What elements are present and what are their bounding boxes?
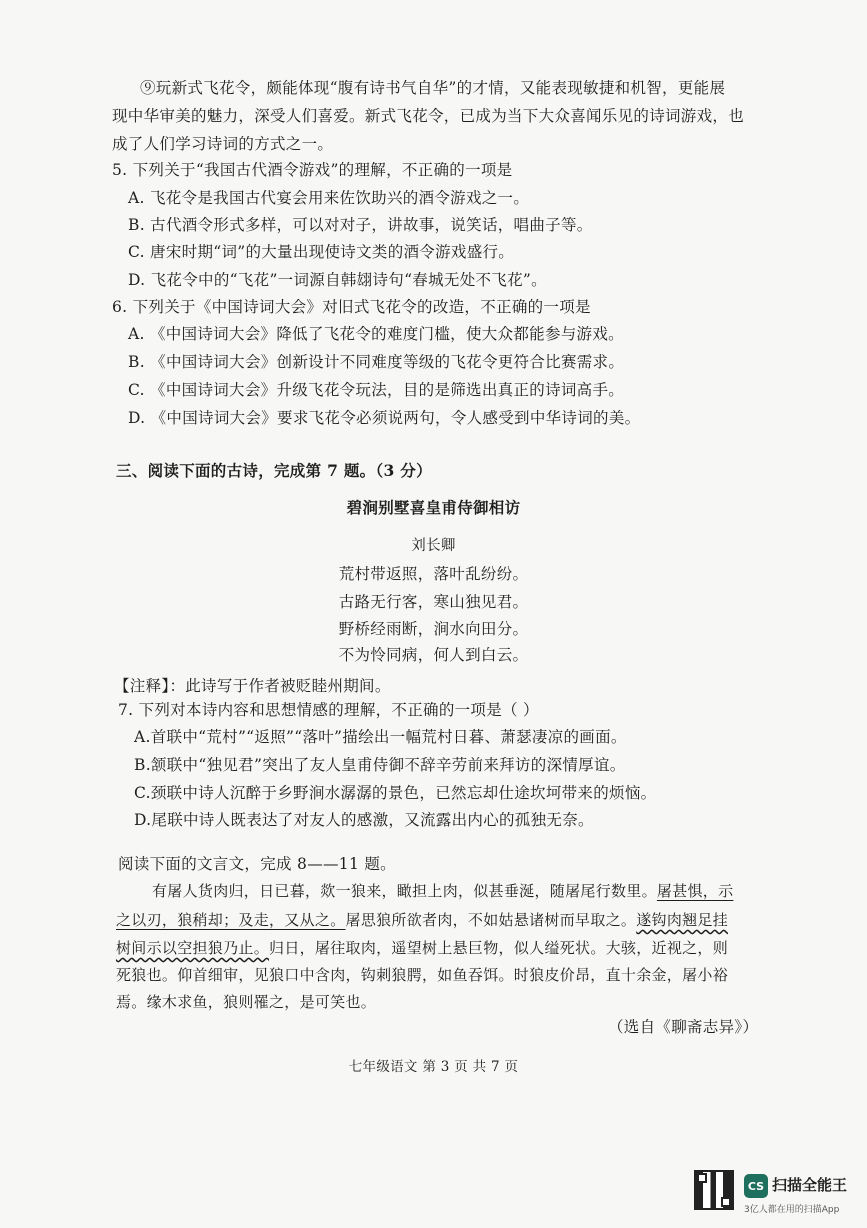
classical-source: （选自《聊斋志异》） xyxy=(608,1018,759,1036)
qr-code-icon xyxy=(694,1170,734,1210)
q5-stem: 5. 下列关于“我国古代酒令游戏”的理解，不正确的一项是 xyxy=(112,161,513,179)
q6-option-a: A. 《中国诗词大会》降低了飞花令的难度门槛，使大众都能参与游戏。 xyxy=(128,325,624,343)
classical-line-1 xyxy=(152,881,733,901)
poem-line-1: 荒村带返照，落叶乱纷纷。 xyxy=(338,565,529,583)
intro-line-2: 现中华审美的魅力，深受人们喜爱。新式飞花令，已成为当下大众喜闻乐见的诗词游戏，也 xyxy=(112,107,745,125)
section3-heading: 三、阅读下面的古诗，完成第 7 题。（3 分） xyxy=(116,461,432,480)
poem-note: 【注释】：此诗写于作者被贬睦州期间。 xyxy=(114,677,391,695)
q6-stem: 6. 下列关于《中国诗词大会》对旧式飞花令的改造，不正确的一项是 xyxy=(112,298,591,316)
page-footer: 七年级语文 第 3 页 共 7 页 xyxy=(348,1059,519,1075)
wavy-underlined-phrase: 遂钩肉翘足挂 xyxy=(636,911,729,929)
poem-line-4: 不为怜同病，何人到白云。 xyxy=(338,646,529,664)
q5-option-b: B. 古代酒令形式多样，可以对对子，讲故事，说笑话，唱曲子等。 xyxy=(128,216,593,234)
q6-option-b: B. 《中国诗词大会》创新设计不同难度等级的飞花令更符合比赛需求。 xyxy=(128,353,625,371)
wavy-underlined-phrase: 树间示以空担狼乃止。 xyxy=(116,939,270,957)
q6-option-d: D. 《中国诗词大会》要求飞花令必须说两句，令人感受到中华诗词的美。 xyxy=(128,409,641,427)
poem-line-3: 野桥经雨断，涧水向田分。 xyxy=(338,620,529,638)
poem-line-2: 古路无行客，寒山独见君。 xyxy=(338,593,529,611)
q5-option-c: C. 唐宋时期“词”的大量出现使诗文类的酒令游戏盛行。 xyxy=(128,243,515,261)
q7-option-d: D.尾联中诗人既表达了对友人的感激，又流露出内心的孤独无奈。 xyxy=(134,811,594,829)
classical-text: 有屠人货肉归，日已暮，欻一狼来，瞰担上肉，似甚垂涎，随屠尾行数里。 xyxy=(152,882,657,900)
camscanner-title: 扫描全能王 xyxy=(772,1176,848,1194)
q7-stem: 7. 下列对本诗内容和思想情感的理解，不正确的一项是（ ） xyxy=(118,701,539,719)
q5-option-a: A. 飞花令是我国古代宴会用来佐饮助兴的酒令游戏之一。 xyxy=(128,189,530,207)
intro-line-1: ⑨玩新式飞花令，颇能体现“腹有诗书气自华”的才情，又能表现敏捷和机智，更能展 xyxy=(140,79,726,97)
classical-text: 屠思狼所欲者肉，不如姑悬诸树而早取之。 xyxy=(345,911,637,929)
classical-line-4: 死狼也。仰首细审，见狼口中含肉，钩刺狼腭，如鱼吞饵。时狼皮价昂，直十余金，屠小裕 xyxy=(116,966,729,984)
intro-line-3: 成了人们学习诗词的方式之一。 xyxy=(112,135,334,153)
q5-option-d: D. 飞花令中的“飞花”一词源自韩翃诗句“春城无处不飞花”。 xyxy=(128,271,547,289)
poem-author: 刘长卿 xyxy=(411,538,456,554)
q7-option-b: B.颔联中“独见君”突出了友人皇甫侍御不辞辛劳前来拜访的深情厚谊。 xyxy=(134,756,626,774)
classical-line-5: 焉。缘木求鱼，狼则罹之，是可笑也。 xyxy=(116,993,377,1011)
poem-title: 碧涧别墅喜皇甫侍御相访 xyxy=(346,498,521,517)
underlined-phrase: 之以刃，狼稍却；及走，又从之。 xyxy=(116,911,346,929)
q7-option-a: A.首联中“荒村”“返照”“落叶”描绘出一幅荒村日暮、萧瑟凄凉的画面。 xyxy=(134,728,627,746)
q7-option-c: C.颈联中诗人沉醉于乡野涧水潺潺的景色，已然忘却仕途坎坷带来的烦恼。 xyxy=(134,784,657,802)
camscanner-logo: CS xyxy=(744,1174,768,1198)
classical-line-2 xyxy=(116,910,728,930)
classical-text: 归日，屠往取肉，遥望树上悬巨物，似人缢死状。大骇，近视之，则 xyxy=(269,939,729,957)
camscanner-subtitle: 3亿人都在用的扫描App xyxy=(744,1205,840,1215)
underlined-phrase: 屠甚惧，示 xyxy=(656,882,734,900)
classical-instruction: 阅读下面的文言文，完成 8——11 题。 xyxy=(118,855,396,873)
classical-line-3 xyxy=(116,938,728,958)
q6-option-c: C. 《中国诗词大会》升级飞花令玩法，目的是筛选出真正的诗词高手。 xyxy=(128,381,625,399)
